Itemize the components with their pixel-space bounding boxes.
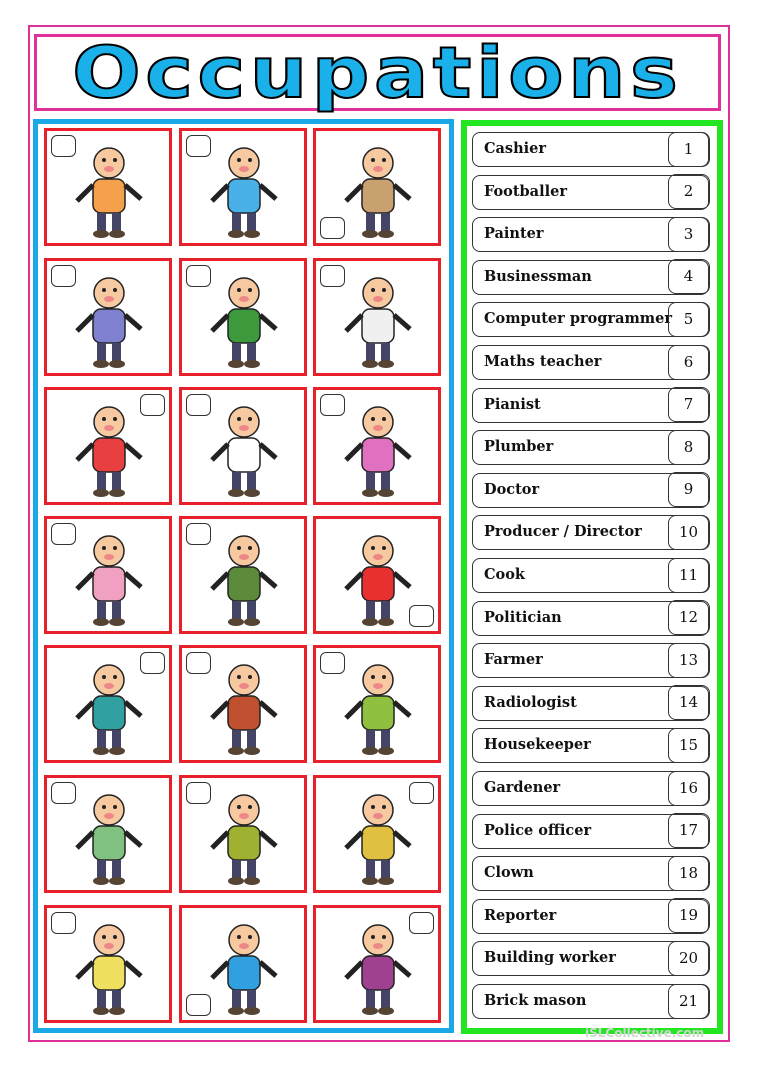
answer-checkbox[interactable] bbox=[51, 782, 76, 804]
answer-checkbox[interactable] bbox=[186, 135, 211, 157]
page-title: Occupations bbox=[72, 31, 683, 114]
occupation-number: 19 bbox=[668, 898, 710, 933]
occupation-label: Pianist bbox=[484, 395, 541, 413]
occupation-label: Footballer bbox=[484, 182, 567, 200]
title-box bbox=[34, 31, 721, 114]
occupation-illustration-icon bbox=[61, 269, 157, 369]
occupation-item bbox=[472, 345, 709, 380]
answer-checkbox[interactable] bbox=[51, 912, 76, 934]
answer-checkbox[interactable] bbox=[320, 265, 345, 287]
occupation-item bbox=[472, 771, 709, 806]
occupation-label: Doctor bbox=[484, 480, 540, 498]
answer-checkbox[interactable] bbox=[186, 994, 211, 1016]
occupation-illustration-icon bbox=[196, 656, 292, 756]
occupation-number: 16 bbox=[668, 771, 710, 806]
occupation-number: 3 bbox=[668, 217, 710, 252]
occupation-number: 20 bbox=[668, 941, 710, 976]
occupation-label: Politician bbox=[484, 608, 562, 626]
occupation-number: 8 bbox=[668, 430, 710, 465]
answer-checkbox[interactable] bbox=[409, 605, 434, 627]
occupation-label: Radiologist bbox=[484, 693, 577, 711]
answer-checkbox[interactable] bbox=[320, 652, 345, 674]
answer-checkbox[interactable] bbox=[186, 523, 211, 545]
occupation-number: 6 bbox=[668, 345, 710, 380]
occupation-item bbox=[472, 686, 709, 721]
answer-checkbox[interactable] bbox=[51, 523, 76, 545]
occupation-number: 12 bbox=[668, 600, 710, 635]
occupation-number: 18 bbox=[668, 856, 710, 891]
occupation-item bbox=[472, 558, 709, 593]
occupation-label: Cook bbox=[484, 566, 525, 583]
occupation-label: Clown bbox=[484, 864, 534, 882]
picture-card bbox=[313, 905, 441, 1023]
occupation-number: 9 bbox=[668, 472, 710, 507]
occupation-illustration-icon bbox=[330, 398, 426, 498]
picture-card bbox=[179, 258, 307, 376]
occupation-illustration-icon bbox=[196, 269, 292, 369]
picture-card bbox=[44, 258, 172, 376]
occupation-illustration-icon bbox=[61, 139, 157, 239]
occupation-item bbox=[472, 175, 709, 210]
occupation-number: 4 bbox=[668, 259, 710, 294]
answer-checkbox[interactable] bbox=[140, 394, 165, 416]
occupation-illustration-icon bbox=[61, 916, 157, 1016]
occupation-number: 7 bbox=[668, 387, 710, 422]
picture-card bbox=[313, 387, 441, 505]
answer-checkbox[interactable] bbox=[409, 782, 434, 804]
answer-checkbox[interactable] bbox=[51, 265, 76, 287]
occupation-item bbox=[472, 601, 709, 636]
occupation-item bbox=[472, 643, 709, 678]
occupation-label: Cashier bbox=[484, 140, 547, 157]
occupation-item bbox=[472, 856, 709, 891]
answer-checkbox[interactable] bbox=[186, 652, 211, 674]
picture-card bbox=[44, 645, 172, 763]
occupation-number: 21 bbox=[668, 984, 710, 1019]
answer-checkbox[interactable] bbox=[409, 912, 434, 934]
watermark: iSLCollective.com bbox=[585, 1026, 705, 1040]
occupation-number: 2 bbox=[668, 174, 710, 209]
picture-card bbox=[44, 905, 172, 1023]
answer-checkbox[interactable] bbox=[186, 394, 211, 416]
occupation-number: 1 bbox=[668, 132, 710, 167]
answer-checkbox[interactable] bbox=[320, 394, 345, 416]
occupation-item bbox=[472, 814, 709, 849]
picture-card bbox=[313, 128, 441, 246]
occupation-item bbox=[472, 899, 709, 934]
occupation-number: 11 bbox=[668, 558, 710, 593]
picture-card bbox=[313, 775, 441, 893]
occupation-label: Businessman bbox=[484, 267, 592, 285]
answer-checkbox[interactable] bbox=[186, 782, 211, 804]
occupation-label: Computer programmer bbox=[484, 310, 673, 328]
occupation-label: Building worker bbox=[484, 949, 616, 967]
occupation-item bbox=[472, 728, 709, 763]
picture-card bbox=[179, 775, 307, 893]
occupation-label: Painter bbox=[484, 225, 544, 243]
occupation-item bbox=[472, 260, 709, 295]
picture-card bbox=[313, 645, 441, 763]
picture-card bbox=[179, 387, 307, 505]
occupation-illustration-icon bbox=[196, 139, 292, 239]
occupation-item bbox=[472, 132, 709, 167]
picture-card bbox=[179, 128, 307, 246]
picture-card bbox=[44, 387, 172, 505]
occupation-item bbox=[472, 388, 709, 423]
picture-card bbox=[44, 128, 172, 246]
picture-card bbox=[179, 645, 307, 763]
occupation-label: Housekeeper bbox=[484, 736, 591, 754]
occupation-illustration-icon bbox=[61, 527, 157, 627]
occupation-number: 13 bbox=[668, 643, 710, 678]
occupation-item bbox=[472, 473, 709, 508]
answer-checkbox[interactable] bbox=[320, 217, 345, 239]
occupation-item bbox=[472, 941, 709, 976]
occupation-item bbox=[472, 430, 709, 465]
picture-card bbox=[44, 516, 172, 634]
occupation-label: Maths teacher bbox=[484, 353, 602, 370]
occupation-label: Producer / Director bbox=[484, 523, 642, 541]
occupation-illustration-icon bbox=[196, 786, 292, 886]
picture-card bbox=[179, 905, 307, 1023]
occupation-number: 14 bbox=[668, 685, 710, 720]
occupation-label: Gardener bbox=[484, 779, 561, 796]
answer-checkbox[interactable] bbox=[51, 135, 76, 157]
occupation-illustration-icon bbox=[196, 527, 292, 627]
occupation-number: 5 bbox=[668, 302, 710, 337]
answer-checkbox[interactable] bbox=[140, 652, 165, 674]
occupation-number: 10 bbox=[668, 515, 710, 550]
picture-card bbox=[179, 516, 307, 634]
occupation-item bbox=[472, 302, 709, 337]
picture-card bbox=[44, 775, 172, 893]
occupation-illustration-icon bbox=[330, 269, 426, 369]
occupation-illustration-icon bbox=[61, 786, 157, 886]
occupation-label: Plumber bbox=[484, 438, 554, 456]
picture-card bbox=[313, 258, 441, 376]
occupation-item bbox=[472, 217, 709, 252]
occupation-label: Brick mason bbox=[484, 992, 587, 1009]
occupation-item bbox=[472, 984, 709, 1019]
occupation-item bbox=[472, 515, 709, 550]
occupation-number: 15 bbox=[668, 728, 710, 763]
occupation-label: Police officer bbox=[484, 821, 592, 839]
occupation-label: Reporter bbox=[484, 906, 557, 924]
occupation-number: 17 bbox=[668, 813, 710, 848]
answer-checkbox[interactable] bbox=[186, 265, 211, 287]
picture-card bbox=[313, 516, 441, 634]
occupation-illustration-icon bbox=[196, 398, 292, 498]
occupation-illustration-icon bbox=[330, 656, 426, 756]
occupation-label: Farmer bbox=[484, 651, 543, 669]
